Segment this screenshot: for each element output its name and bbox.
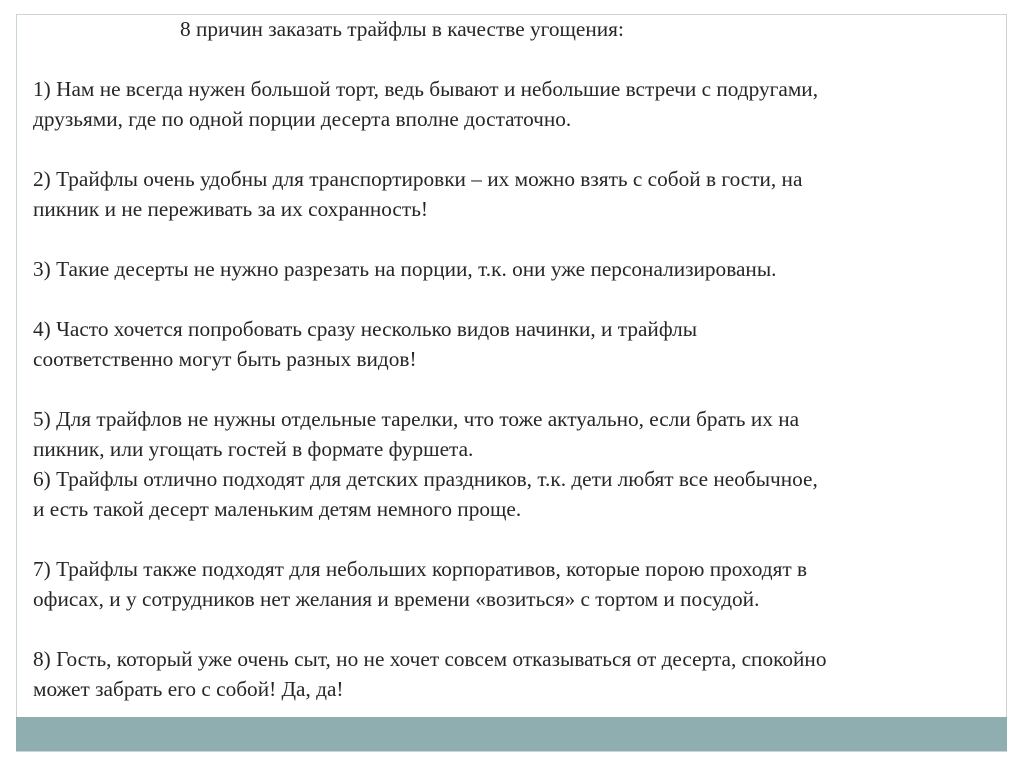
reason-5-line-2: пикник, или угощать гостей в формате фуршета. — [33, 437, 474, 461]
reason-7-line-1: 7) Трайфлы также подходят для небольших корпоративов, которые порою проходят в — [33, 557, 808, 581]
footer-bar — [16, 717, 1007, 751]
reason-2-line-1: 2) Трайфлы очень удобны для транспортировки – их можно взять с собой в гости, на — [33, 167, 803, 191]
spacer — [33, 134, 1008, 164]
reason-item-5 — [33, 404, 1008, 464]
reason-4-line-1: 4) Часто хочется попробовать сразу несколько видов начинки, и трайфлы — [33, 317, 698, 341]
reason-8-line-1: 8) Гость, который уже очень сыт, но не хочет совсем отказываться от десерта, спокойно — [33, 647, 827, 671]
spacer — [33, 44, 1008, 74]
reason-item-6 — [33, 464, 1008, 524]
reason-7-line-2: офисах, и у сотрудников нет желания и времени «возиться» с тортом и посудой. — [33, 587, 760, 611]
reason-3-line-1: 3) Такие десерты не нужно разрезать на порции, т.к. они уже персонализированы. — [33, 257, 777, 281]
spacer — [33, 614, 1008, 644]
reason-item-2 — [33, 164, 1008, 224]
reason-item-7 — [33, 554, 1008, 614]
reason-5-line-1: 5) Для трайфлов не нужны отдельные тарелки, что тоже актуально, если брать их на — [33, 407, 800, 431]
spacer — [33, 284, 1008, 314]
spacer — [33, 524, 1008, 554]
reason-item-1 — [33, 74, 1008, 134]
slide-title: 8 причин заказать трайфлы в качестве угощения: — [180, 17, 624, 41]
reason-1-line-2: друзьями, где по одной порции десерта вполне достаточно. — [33, 107, 572, 131]
reason-item-4 — [33, 314, 1008, 374]
spacer — [33, 224, 1008, 254]
spacer — [33, 374, 1008, 404]
slide-content — [33, 14, 1008, 704]
reason-item-8 — [33, 644, 1008, 704]
reason-1-line-1: 1) Нам не всегда нужен большой торт, ведь бывают и небольшие встречи с подругами, — [33, 77, 819, 101]
reason-4-line-2: соответственно могут быть разных видов! — [33, 347, 417, 371]
reason-2-line-2: пикник и не переживать за их сохранность! — [33, 197, 429, 221]
reason-8-line-2: может забрать его с собой! Да, да! — [33, 677, 344, 701]
reason-6-line-1: 6) Трайфлы отлично подходят для детских праздников, т.к. дети любят все необычное, — [33, 467, 818, 491]
reason-6-line-2: и есть такой десерт маленьким детям немного проще. — [33, 497, 522, 521]
reason-item-3 — [33, 254, 1008, 284]
